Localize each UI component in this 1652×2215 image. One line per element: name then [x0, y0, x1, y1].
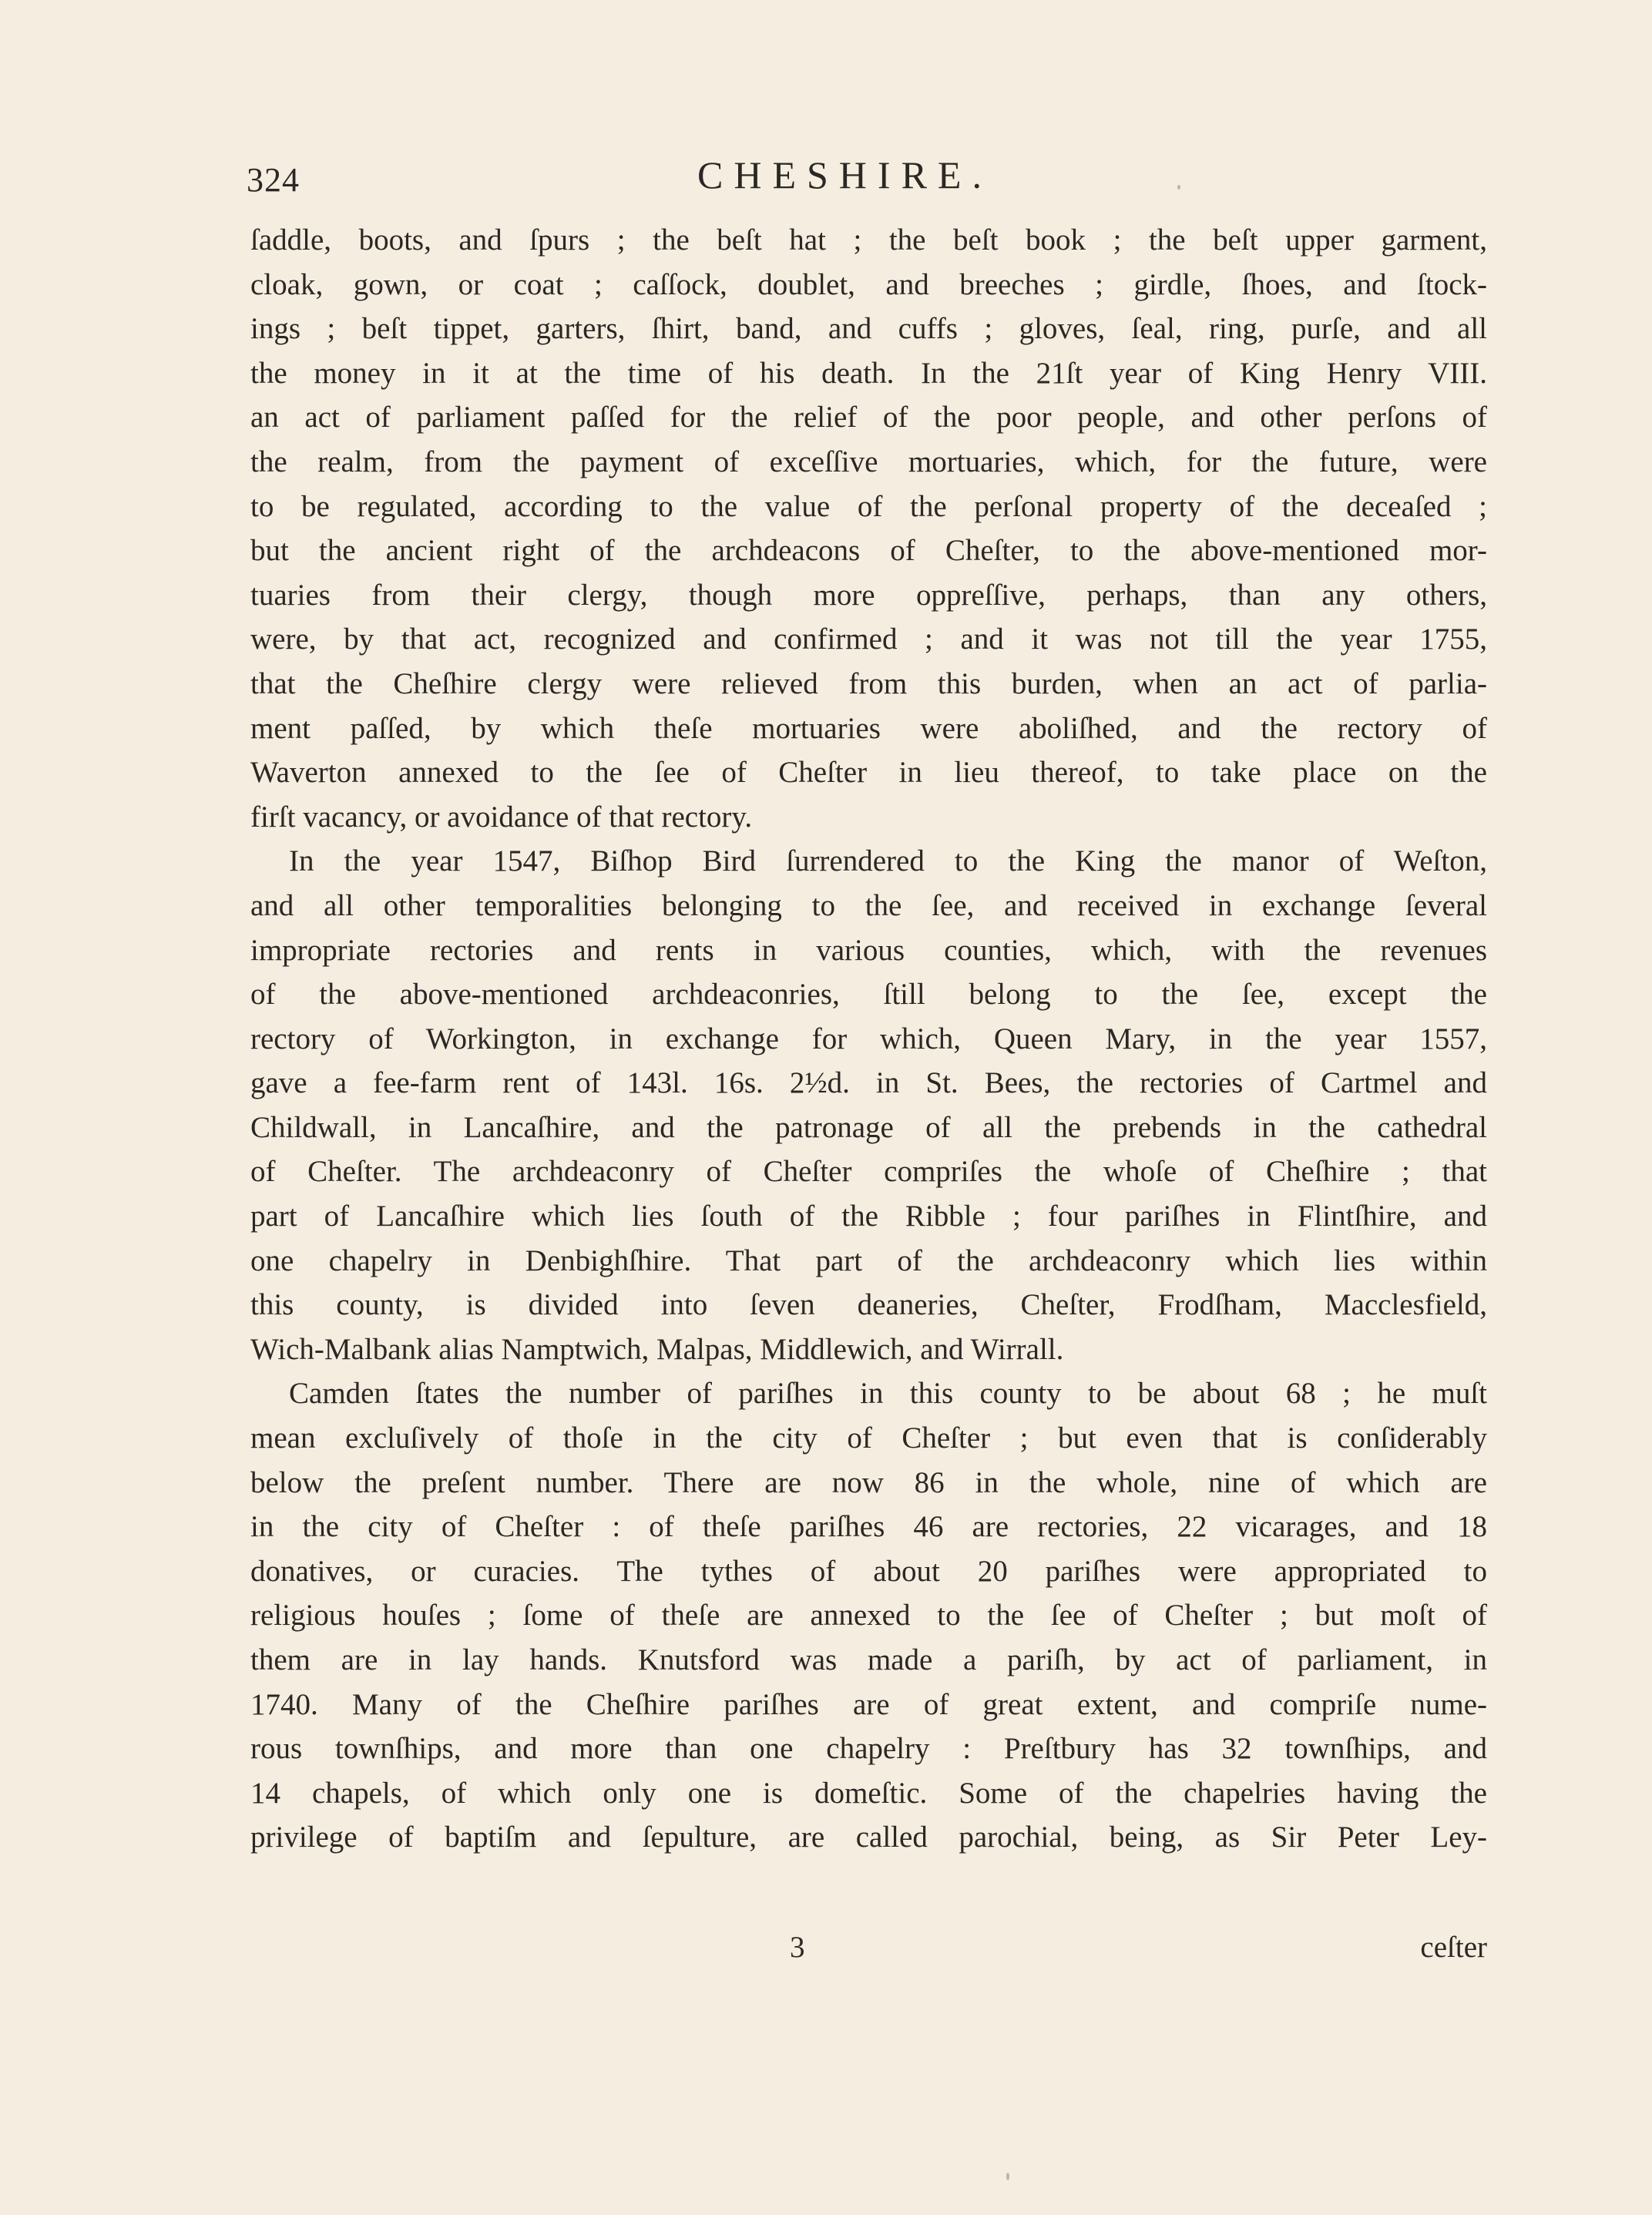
text-line: 14 chapels, of which only one is domeſtic. Some of the chapelries having the: [250, 1776, 1487, 1810]
text-line: that the Cheſhire clergy were relieved from this burden, when an act of parlia-: [250, 666, 1487, 700]
text-line: them are in lay hands. Knutsford was made a pariſh, by act of parliament, in: [250, 1643, 1487, 1676]
text-line: ſaddle, boots, and ſpurs ; the beſt hat ; the beſt book ; the beſt upper garment,: [250, 223, 1487, 257]
text-line: tuaries from their clergy, though more oppreſſive, perhaps, than any others,: [250, 578, 1487, 612]
text-line: privilege of baptiſm and ſepulture, are called parochial, being, as Sir Peter Ley-: [250, 1821, 1487, 1854]
text-line: the realm, from the payment of exceſſive mortuaries, which, for the future, were: [250, 445, 1487, 478]
text-line: of Cheſter. The archdeaconry of Cheſter compriſes the whoſe of Cheſhire ; that: [250, 1155, 1487, 1189]
paragraph: [250, 839, 1487, 1371]
text-line: to be regulated, according to the value of the perſonal property of the deceaſed ;: [250, 489, 1487, 523]
text-line: donatives, or curacies. The tythes of about 20 pariſhes were appropriated to: [250, 1554, 1487, 1588]
paragraph: [250, 1371, 1487, 1860]
text-line: and all other temporalities belonging to the ſee, and received in exchange ſeveral: [250, 888, 1487, 922]
text-line: Childwall, in Lancaſhire, and the patronage of all the prebends in the cathedral: [250, 1110, 1487, 1144]
text-line: part of Lancaſhire which lies ſouth of the Ribble ; four pariſhes in Flintſhire, and: [250, 1200, 1487, 1233]
text-line: below the preſent number. There are now 86 in the whole, nine of which are: [250, 1465, 1487, 1499]
text-line: Wich-Malbank alias Namptwich, Malpas, Middlewich, and Wirrall.: [250, 1332, 1064, 1366]
text-line: in the city of Cheſter : of theſe pariſhes 46 are rectories, 22 vicarages, and 18: [250, 1510, 1487, 1544]
page-number: 324: [247, 161, 300, 199]
text-line: the money in it at the time of his death. In the 21ſt year of King Henry VIII.: [250, 356, 1487, 390]
text-line: cloak, gown, or coat ; caſſock, doublet, and breeches ; girdle, ſhoes, and ſtock-: [250, 267, 1487, 301]
text-line: firſt vacancy, or avoidance of that rectory.: [250, 800, 753, 834]
text-line: In the year 1547, Biſhop Bird ſurrendered to the King the manor of Weſton,: [289, 844, 1487, 878]
paragraph: [250, 218, 1487, 839]
text-line: this county, is divided into ſeven deaneries, Cheſter, Frodſham, Macclesfield,: [250, 1288, 1487, 1322]
text-line: an act of parliament paſſed for the relief of the poor people, and other perſons of: [250, 401, 1487, 435]
text-line: 1740. Many of the Cheſhire pariſhes are of great extent, and compriſe nume-: [250, 1687, 1487, 1721]
paper-speck: [1006, 2173, 1009, 2180]
text-line: ings ; beſt tippet, garters, ſhirt, band, and cuffs ; gloves, ſeal, ring, purſe, and all: [250, 312, 1487, 346]
paper-speck: [1177, 185, 1180, 190]
text-line: one chapelry in Denbighſhire. That part of the archdeaconry which lies within: [250, 1243, 1487, 1277]
catchword: ceſter: [1420, 1931, 1487, 1964]
text-line: rous townſhips, and more than one chapelry : Preſtbury has 32 townſhips, and: [250, 1732, 1487, 1766]
text-line: Camden ſtates the number of pariſhes in this county to be about 68 ; he muſt: [289, 1377, 1487, 1411]
body-text: [250, 218, 1487, 1860]
page-header: [247, 146, 1495, 200]
text-line: religious houſes ; ſome of theſe are annexed to the ſee of Cheſter ; but moſt of: [250, 1599, 1487, 1633]
text-line: ment paſſed, by which theſe mortuaries were aboliſhed, and the rectory of: [250, 711, 1487, 745]
text-line: of the above-mentioned archdeaconries, ſtill belong to the ſee, except the: [250, 978, 1487, 1012]
text-line: but the ancient right of the archdeacons of Cheſter, to the above-mentioned mor-: [250, 534, 1487, 568]
text-line: impropriate rectories and rents in various counties, which, with the revenues: [250, 933, 1487, 967]
text-line: Waverton annexed to the ſee of Cheſter in lieu thereof, to take place on the: [250, 756, 1487, 790]
text-line: were, by that act, recognized and confirmed ; and it was not till the year 1755,: [250, 623, 1487, 656]
signature-mark: 3: [790, 1931, 805, 1964]
text-line: rectory of Workington, in exchange for which, Queen Mary, in the year 1557,: [250, 1022, 1487, 1055]
running-head: CHESHIRE.: [697, 153, 992, 196]
page-footer: [250, 1930, 1487, 1976]
text-line: gave a fee-farm rent of 143l. 16s. 2½d. in St. Bees, the rectories of Cartmel and: [250, 1066, 1487, 1100]
text-line: mean excluſively of thoſe in the city of Cheſter ; but even that is conſiderably: [250, 1421, 1487, 1455]
